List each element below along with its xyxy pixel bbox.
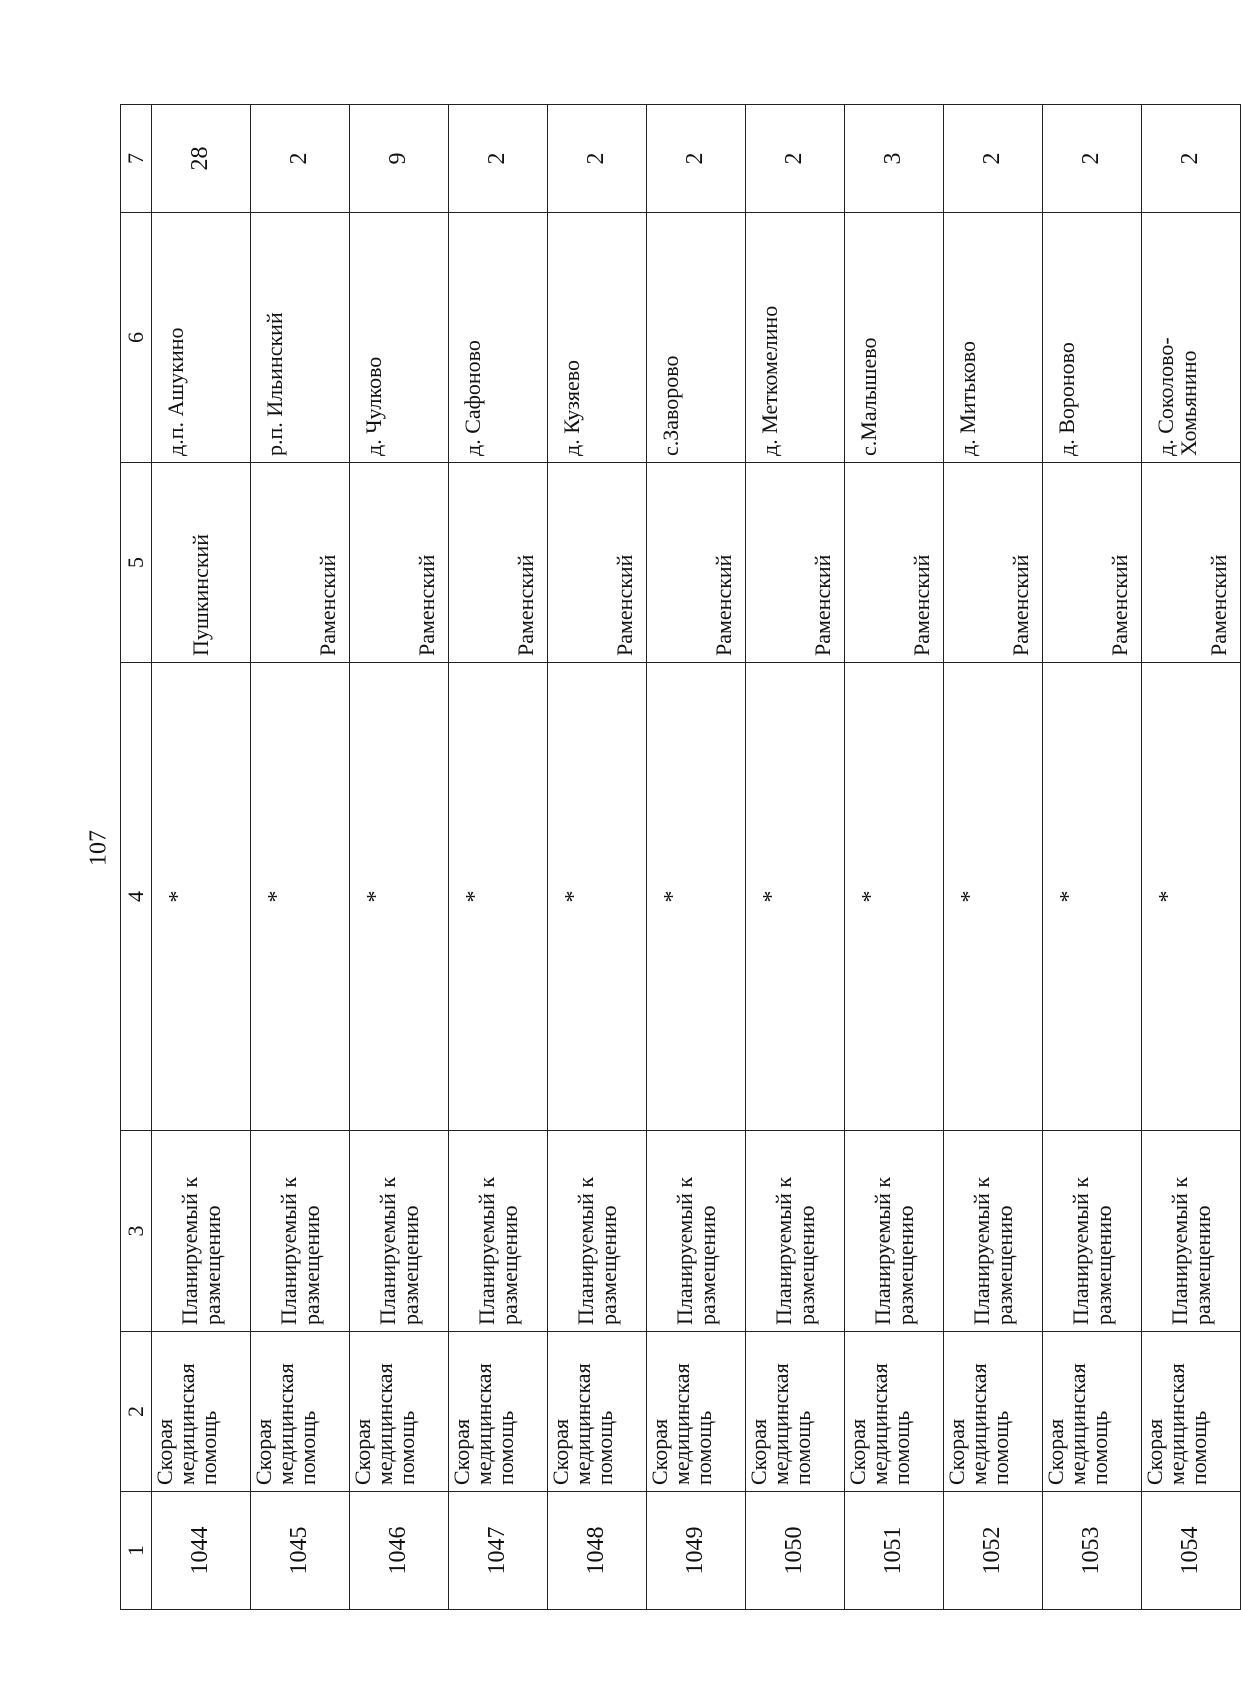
cell-quantity <box>1043 105 1142 213</box>
cell-status <box>647 1131 746 1332</box>
header-cell-2: 2 <box>121 1332 152 1492</box>
cell-number-line: 1048 <box>583 1526 610 1575</box>
cell-service-type-line: помощь <box>790 1410 815 1485</box>
cell-status-line: Планируемый к <box>1067 1176 1093 1325</box>
cell-status-line: Планируемый к <box>968 1176 994 1325</box>
cell-district <box>1043 463 1142 663</box>
cell-mark-line: * <box>462 890 488 903</box>
cell-status <box>1142 1131 1241 1332</box>
cell-quantity <box>845 105 944 213</box>
cell-locality <box>647 213 746 463</box>
cell-mark <box>251 663 350 1131</box>
cell-number <box>1043 1492 1142 1610</box>
cell-locality <box>251 213 350 463</box>
cell-district-line: Раменский <box>710 554 736 656</box>
cell-service-type-line: медицинская <box>1065 1363 1090 1485</box>
cell-service-type-line: медицинская <box>570 1363 595 1485</box>
cell-status-line: размещению <box>497 1205 522 1325</box>
cell-service-type-line: медицинская <box>174 1363 199 1485</box>
header-cell-6: 6 <box>121 213 152 463</box>
cell-service-type <box>845 1332 944 1492</box>
cell-locality-line: д. Меткомелино <box>757 305 782 456</box>
cell-district <box>350 463 449 663</box>
cell-service-type-line: Скорая <box>944 1418 969 1485</box>
cell-service-type <box>944 1332 1043 1492</box>
cell-status-line: размещению <box>596 1205 621 1325</box>
cell-status-line: Планируемый к <box>671 1176 697 1325</box>
table-row <box>350 105 449 1610</box>
cell-mark-line: * <box>1056 890 1082 903</box>
cell-locality <box>1142 213 1241 463</box>
cell-status-line: размещению <box>299 1205 324 1325</box>
cell-number-line: 1051 <box>880 1526 907 1575</box>
cell-service-type-line: помощь <box>1186 1410 1211 1485</box>
cell-status <box>449 1131 548 1332</box>
cell-status-line: Планируемый к <box>275 1176 301 1325</box>
cell-mark-line: * <box>165 890 191 903</box>
cell-locality <box>746 213 845 463</box>
cell-status <box>350 1131 449 1332</box>
cell-district-line: Раменский <box>611 554 637 656</box>
cell-service-type-line: медицинская <box>1164 1363 1189 1485</box>
cell-number <box>449 1492 548 1610</box>
cell-service-type-line: Скорая <box>845 1418 870 1485</box>
cell-service-type <box>152 1332 251 1492</box>
cell-mark <box>449 663 548 1131</box>
cell-service-type-line: помощь <box>691 1410 716 1485</box>
table-row <box>746 105 845 1610</box>
cell-locality <box>548 213 647 463</box>
cell-locality-line: д. Вороново <box>1054 342 1079 456</box>
cell-service-type <box>1043 1332 1142 1492</box>
cell-quantity <box>449 105 548 213</box>
cell-service-type <box>251 1332 350 1492</box>
cell-service-type <box>647 1332 746 1492</box>
cell-service-type-line: медицинская <box>966 1363 991 1485</box>
cell-district <box>944 463 1043 663</box>
cell-status <box>845 1131 944 1332</box>
cell-service-type <box>746 1332 845 1492</box>
cell-quantity <box>1142 105 1241 213</box>
cell-locality <box>845 213 944 463</box>
cell-mark-line: * <box>858 890 884 903</box>
cell-district <box>647 463 746 663</box>
cell-status <box>548 1131 647 1332</box>
cell-status-line: размещению <box>1091 1205 1116 1325</box>
cell-status-line: Планируемый к <box>869 1176 895 1325</box>
cell-locality-line: д. Чулково <box>361 356 386 456</box>
cell-number-line: 1045 <box>286 1526 313 1575</box>
cell-mark-line: * <box>957 890 983 903</box>
table-row <box>152 105 251 1610</box>
cell-quantity <box>746 105 845 213</box>
cell-quantity <box>647 105 746 213</box>
cell-service-type <box>350 1332 449 1492</box>
header-cell-4: 4 <box>121 663 152 1131</box>
cell-service-type-line: помощь <box>295 1410 320 1485</box>
cell-district-line: Пушкинский <box>188 533 214 656</box>
cell-quantity <box>152 105 251 213</box>
cell-mark-line: * <box>264 890 290 903</box>
cell-service-type-line: Скорая <box>152 1418 177 1485</box>
cell-mark <box>548 663 647 1131</box>
cell-district <box>251 463 350 663</box>
header-cell-5: 5 <box>121 463 152 663</box>
cell-quantity-line: 2 <box>1177 152 1204 165</box>
cell-number-line: 1050 <box>781 1526 808 1575</box>
page-number-text: 107 <box>85 830 112 866</box>
cell-locality-line: р.п. Ильинский <box>262 312 287 456</box>
cell-service-type <box>449 1332 548 1492</box>
cell-locality-line: д. Соколово- <box>1153 337 1178 456</box>
cell-number-line: 1046 <box>385 1526 412 1575</box>
cell-district-line: Раменский <box>512 554 538 656</box>
cell-status <box>944 1131 1043 1332</box>
cell-service-type-line: Скорая <box>1043 1418 1068 1485</box>
cell-mark <box>152 663 251 1131</box>
cell-locality <box>152 213 251 463</box>
cell-district <box>449 463 548 663</box>
cell-mark-line: * <box>759 890 785 903</box>
cell-service-type-line: Скорая <box>548 1418 573 1485</box>
table-body <box>121 105 1241 1610</box>
cell-service-type <box>548 1332 647 1492</box>
header-cell-1: 1 <box>121 1492 152 1610</box>
cell-status-line: Планируемый к <box>473 1176 499 1325</box>
cell-locality-line: с.Заворово <box>658 355 683 456</box>
cell-district-line: Раменский <box>1106 554 1132 656</box>
cell-number <box>647 1492 746 1610</box>
cell-quantity-line: 2 <box>484 152 511 165</box>
cell-service-type-line: Скорая <box>350 1418 375 1485</box>
cell-number <box>845 1492 944 1610</box>
cell-mark-line: * <box>660 890 686 903</box>
cell-number <box>944 1492 1043 1610</box>
cell-quantity <box>548 105 647 213</box>
cell-district-line: Раменский <box>809 554 835 656</box>
cell-district <box>1142 463 1241 663</box>
cell-mark-line: * <box>561 890 587 903</box>
cell-status-line: Планируемый к <box>572 1176 598 1325</box>
cell-status <box>251 1131 350 1332</box>
cell-service-type-line: Скорая <box>647 1418 672 1485</box>
cell-locality-line: д. Митьково <box>955 341 980 456</box>
cell-service-type-line: помощь <box>1087 1410 1112 1485</box>
cell-locality-line: д.п. Ашукино <box>163 327 188 456</box>
cell-district-line: Раменский <box>314 554 340 656</box>
cell-district-line: Раменский <box>413 554 439 656</box>
cell-mark <box>944 663 1043 1131</box>
cell-locality-line: Хомьянино <box>1176 350 1202 456</box>
cell-quantity-line: 2 <box>1078 152 1105 165</box>
header-cell-3: 3 <box>121 1131 152 1332</box>
cell-number-line: 1054 <box>1177 1526 1204 1575</box>
cell-service-type-line: помощь <box>592 1410 617 1485</box>
cell-status-line: размещению <box>794 1205 819 1325</box>
cell-locality-line: с.Малышево <box>856 337 881 456</box>
cell-district-line: Раменский <box>1205 554 1231 656</box>
cell-service-type-line: медицинская <box>471 1363 496 1485</box>
cell-mark <box>845 663 944 1131</box>
cell-service-type-line: помощь <box>196 1410 221 1485</box>
cell-status-line: размещению <box>200 1205 225 1325</box>
cell-mark <box>1142 663 1241 1131</box>
facilities-table <box>120 104 1241 1610</box>
cell-service-type-line: медицинская <box>867 1363 892 1485</box>
cell-status-line: размещению <box>992 1205 1017 1325</box>
cell-district-line: Раменский <box>908 554 934 656</box>
cell-locality-line: д. Кузяево <box>559 359 584 456</box>
cell-status-line: размещению <box>695 1205 720 1325</box>
cell-number-line: 1047 <box>484 1526 511 1575</box>
cell-status-line: размещению <box>398 1205 423 1325</box>
cell-district <box>548 463 647 663</box>
cell-mark <box>350 663 449 1131</box>
cell-status-line: Планируемый к <box>770 1176 796 1325</box>
table-row <box>944 105 1043 1610</box>
cell-service-type-line: медицинская <box>669 1363 694 1485</box>
cell-service-type-line: Скорая <box>251 1418 276 1485</box>
cell-quantity-line: 2 <box>781 152 808 165</box>
cell-mark-line: * <box>1155 890 1181 903</box>
cell-locality <box>449 213 548 463</box>
cell-service-type-line: Скорая <box>1142 1418 1167 1485</box>
cell-number-line: 1053 <box>1078 1526 1105 1575</box>
cell-district <box>746 463 845 663</box>
cell-quantity-line: 2 <box>286 152 313 165</box>
table-row <box>845 105 944 1610</box>
header-cell-7: 7 <box>121 105 152 213</box>
cell-quantity-line: 2 <box>979 152 1006 165</box>
cell-status <box>1043 1131 1142 1332</box>
cell-mark <box>746 663 845 1131</box>
cell-number-line: 1052 <box>979 1526 1006 1575</box>
table-row <box>647 105 746 1610</box>
cell-mark-line: * <box>363 890 389 903</box>
cell-number <box>548 1492 647 1610</box>
cell-quantity-line: 3 <box>880 152 907 165</box>
cell-quantity-line: 2 <box>682 152 709 165</box>
cell-status <box>152 1131 251 1332</box>
cell-quantity <box>350 105 449 213</box>
cell-status-line: Планируемый к <box>176 1176 202 1325</box>
cell-quantity <box>251 105 350 213</box>
cell-service-type-line: медицинская <box>273 1363 298 1485</box>
cell-service-type-line: Скорая <box>449 1418 474 1485</box>
cell-service-type-line: помощь <box>889 1410 914 1485</box>
cell-number <box>152 1492 251 1610</box>
cell-status-line: Планируемый к <box>1166 1176 1192 1325</box>
cell-number <box>350 1492 449 1610</box>
cell-service-type-line: помощь <box>493 1410 518 1485</box>
cell-service-type <box>1142 1332 1241 1492</box>
table-row <box>251 105 350 1610</box>
cell-quantity <box>944 105 1043 213</box>
cell-mark <box>647 663 746 1131</box>
cell-district <box>152 463 251 663</box>
cell-number <box>1142 1492 1241 1610</box>
cell-service-type-line: медицинская <box>768 1363 793 1485</box>
cell-locality <box>944 213 1043 463</box>
cell-status-line: размещению <box>1190 1205 1215 1325</box>
cell-district-line: Раменский <box>1007 554 1033 656</box>
cell-service-type-line: помощь <box>394 1410 419 1485</box>
cell-number-line: 1044 <box>187 1526 214 1575</box>
cell-status-line: Планируемый к <box>374 1176 400 1325</box>
table-row <box>548 105 647 1610</box>
cell-status <box>746 1131 845 1332</box>
cell-locality <box>350 213 449 463</box>
cell-status-line: размещению <box>893 1205 918 1325</box>
cell-number <box>746 1492 845 1610</box>
cell-number <box>251 1492 350 1610</box>
cell-locality <box>1043 213 1142 463</box>
table-row <box>1142 105 1241 1610</box>
cell-quantity-line: 28 <box>187 146 214 171</box>
rotated-table-frame <box>120 105 1231 1610</box>
cell-quantity-line: 2 <box>583 152 610 165</box>
table-row <box>449 105 548 1610</box>
table-row <box>1043 105 1142 1610</box>
header-row <box>121 105 152 1610</box>
cell-number-line: 1049 <box>682 1526 709 1575</box>
cell-mark <box>1043 663 1142 1131</box>
cell-locality-line: д. Сафоново <box>460 340 485 456</box>
cell-service-type-line: медицинская <box>372 1363 397 1485</box>
cell-service-type-line: Скорая <box>746 1418 771 1485</box>
cell-district <box>845 463 944 663</box>
cell-quantity-line: 9 <box>385 152 412 165</box>
cell-service-type-line: помощь <box>988 1410 1013 1485</box>
